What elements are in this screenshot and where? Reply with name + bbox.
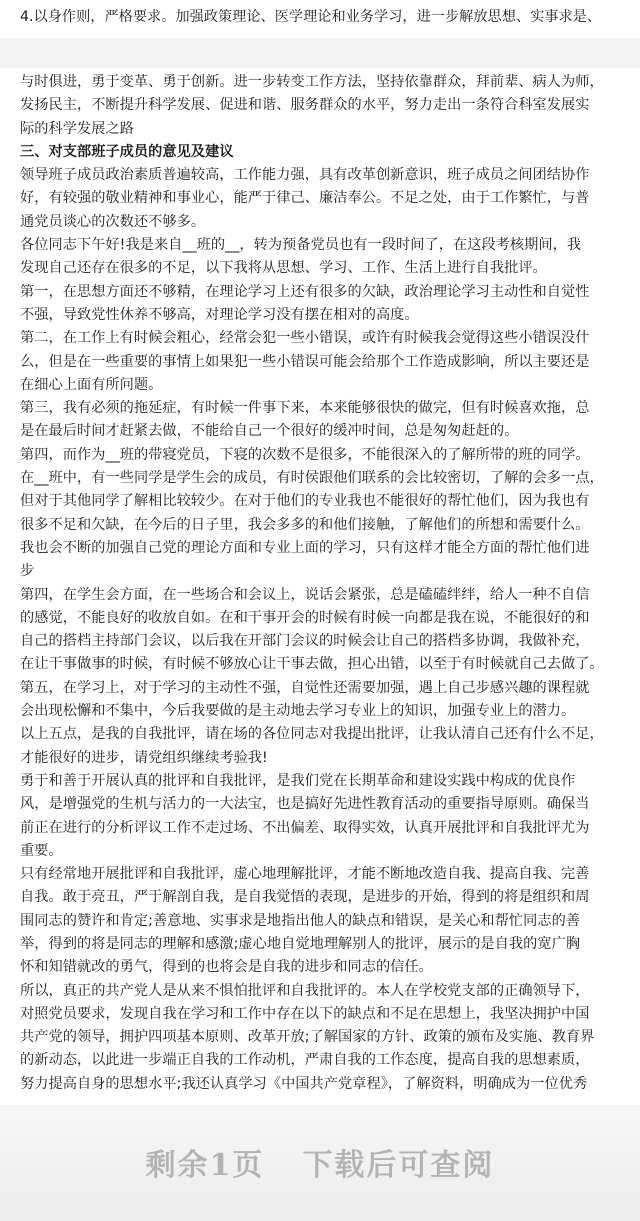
previous-page-tail-line: 4.以身作则，严格要求。加强政策理论、医学理论和业务学习，进一步解放思想、实事求是、 (20, 9, 602, 25)
text-line: 么，但是在一些重要的事情上如果犯一些小错误可能会给那个工作造成影响，所以主要还是 (20, 353, 590, 370)
text-line: 与时俱进，勇于变革、勇于创新。进一步转变工作方法，坚持依靠群众，拜前辈、病人为师， (20, 74, 604, 90)
text-line: 重要。 (20, 842, 63, 859)
text-line: 会出现松懈和不集中，今后我要做的是主动地去学习专业上的知识，加强专业上的潜力。 (20, 703, 576, 720)
page-break-gap (0, 38, 640, 68)
section-heading: 三、对支部班子成员的意见及建议 (20, 143, 234, 160)
text-line: 的感觉，不能良好的收放自如。在和干事开会的时候有时候一向都是我在说，不能很好的和 (20, 609, 590, 626)
text-line: 怀和知错就改的勇气，得到的也将会是自我的进步和同志的信任。 (20, 959, 433, 976)
text-line: 但对于其他同学了解相比较较少。在对于他们的专业我也不能很好的帮忙他们，因为我也有 (20, 493, 590, 510)
text-line: 围同志的赞许和肯定;善意地、实事求是地指出他人的缺点和错误，是关心和帮忙同志的善 (20, 912, 581, 929)
text-line: 第三，我有必须的拖延症，有时候一件事下来，本来能够很快的做完，但有时候喜欢拖，总 (20, 400, 590, 417)
text-line: 只有经常地开展批评和自我批评，虚心地理解批评，才能不断地改造自我、提高自我、完善 (20, 866, 590, 883)
text-line: 发扬民主，不断提升科学发展、促进和谐、服务群众的水平，努力走出一条符合科室发展实 (20, 97, 590, 114)
text-line: 风，是增强党的生机与活力的一大法宝，也是搞好先进性教育活动的重要指导原则。确保当 (20, 796, 590, 813)
text-line: 第一，在思想方面还不够精，在理论学习上还有很多的欠缺，政治理论学习主动性和自觉性 (20, 283, 590, 300)
text-line: 在细心上面有所问题。 (20, 376, 163, 393)
text-line: 努力提高自身的思想水平;我还认真学习《中国共产党章程》，了解资料，明确成为一位优秀 (20, 1075, 588, 1092)
text-line: 通党员谈心的次数还不够多。 (20, 213, 206, 230)
remaining-pages-label: 剩余1页 (145, 1148, 265, 1183)
text-line: 第五，在学习上，对于学习的主动性不强，自觉性还需要加强，遇上自己步感兴趣的课程就 (20, 679, 590, 696)
text-line: 际的科学发展之路 (20, 120, 134, 137)
text-line: 前正在进行的分析评议工作不走过场、不出偏差、取得实效，认真开展批评和自我批评尤为 (20, 819, 590, 836)
text-line: 步 (20, 563, 35, 580)
text-line: 很多不足和欠缺，在今后的日子里，我会多多的和他们接触，了解他们的所想和需要什么。 (20, 516, 590, 533)
remaining-pages-notice[interactable] (0, 1140, 640, 1184)
text-line: 第四，而作为__班的带寝党员，下寝的次数不是很多，不能很深入的了解所带的班的同学。 (20, 446, 590, 463)
text-line: 第四，在学生会方面，在一些场合和会议上，说话会紧张，总是磕磕绊绊，给人一种不自信 (20, 586, 590, 603)
text-line: 发现自己还存在很多的不足，以下我将从思想、学习、工作、生活上进行自我批评。 (20, 260, 547, 277)
document-body (20, 71, 624, 1096)
text-line: 好，有较强的敬业精神和事业心，能严于律己、廉洁奉公。不足之处，由于工作繁忙，与普 (20, 190, 590, 207)
text-line: 共产党的领导，拥护四项基本原则、改革开放;了解国家的方针、政策的颁布及实施、教育界 (20, 1029, 595, 1046)
download-to-view-label: 下载后可查阅 (302, 1148, 495, 1183)
text-line: 勇于和善于开展认真的批评和自我批评，是我们党在长期革命和建设实践中构成的优良作 (20, 772, 576, 789)
text-line: 第二，在工作上有时候会粗心，经常会犯一些小错误，或许有时候我会觉得这些小错误没什 (20, 330, 590, 347)
text-line: 在__班中，有一些同学是学生会的成员，有时侯跟他们联系的会比较密切，了解的会多一点， (20, 470, 604, 487)
text-line: 所以，真正的共产党人是从来不惧怕批评和自我批评的。本人在学校党支部的正确领导下， (20, 982, 590, 999)
text-line: 各位同志下午好!我是来自__班的__，转为预备党员也有一段时间了，在这段考核期间，我 (20, 237, 582, 254)
text-line: 是在最后时间才赶紧去做，不能给自己一个很好的缓冲时间，总是匆匆赶赶的。 (20, 423, 519, 440)
text-line: 对照党员要求，发现自我在学习和工作中存在以下的缺点和不足在思想上，我坚决拥护中国 (20, 1005, 590, 1022)
text-line: 自我。敢于亮丑，严于解剖自我，是自我觉悟的表现，是进步的开始，得到的将是组织和周 (20, 889, 590, 906)
text-line: 的新动态，以此进一步端正自我的工作动机，严肃自我的工作态度，提高自我的思想素质， (20, 1052, 590, 1069)
text-line: 举，得到的将是同志的理解和感激;虚心地自觉地理解别人的批评，展示的是自我的宽广胸 (20, 935, 581, 952)
text-line: 领导班子成员政治素质普遍较高，工作能力强，具有改革创新意识，班子成员之间团结协作 (20, 167, 590, 184)
text-line: 才能很好的进步，请党组织继续考验我! (20, 749, 268, 766)
text-line: 自己的搭档主持部门会议，以后我在开部门会议的时候会让自己的搭档多协调，我做补充， (20, 633, 590, 650)
text-line: 在让干事做事的时候，有时候不够放心让干事去做，担心出错，以至于有时候就自己去做了。 (20, 656, 604, 673)
text-line: 我也会不断的加强自己党的理论方面和专业上面的学习，只有这样才能全方面的帮忙他们进 (20, 539, 590, 556)
text-line: 不强，导致党性休养不够高，对理论学习没有摆在相对的高度。 (20, 306, 419, 323)
text-line: 以上五点，是我的自我批评，请在场的各位同志对我提出批评，让我认清自己还有什么不足， (20, 726, 604, 743)
